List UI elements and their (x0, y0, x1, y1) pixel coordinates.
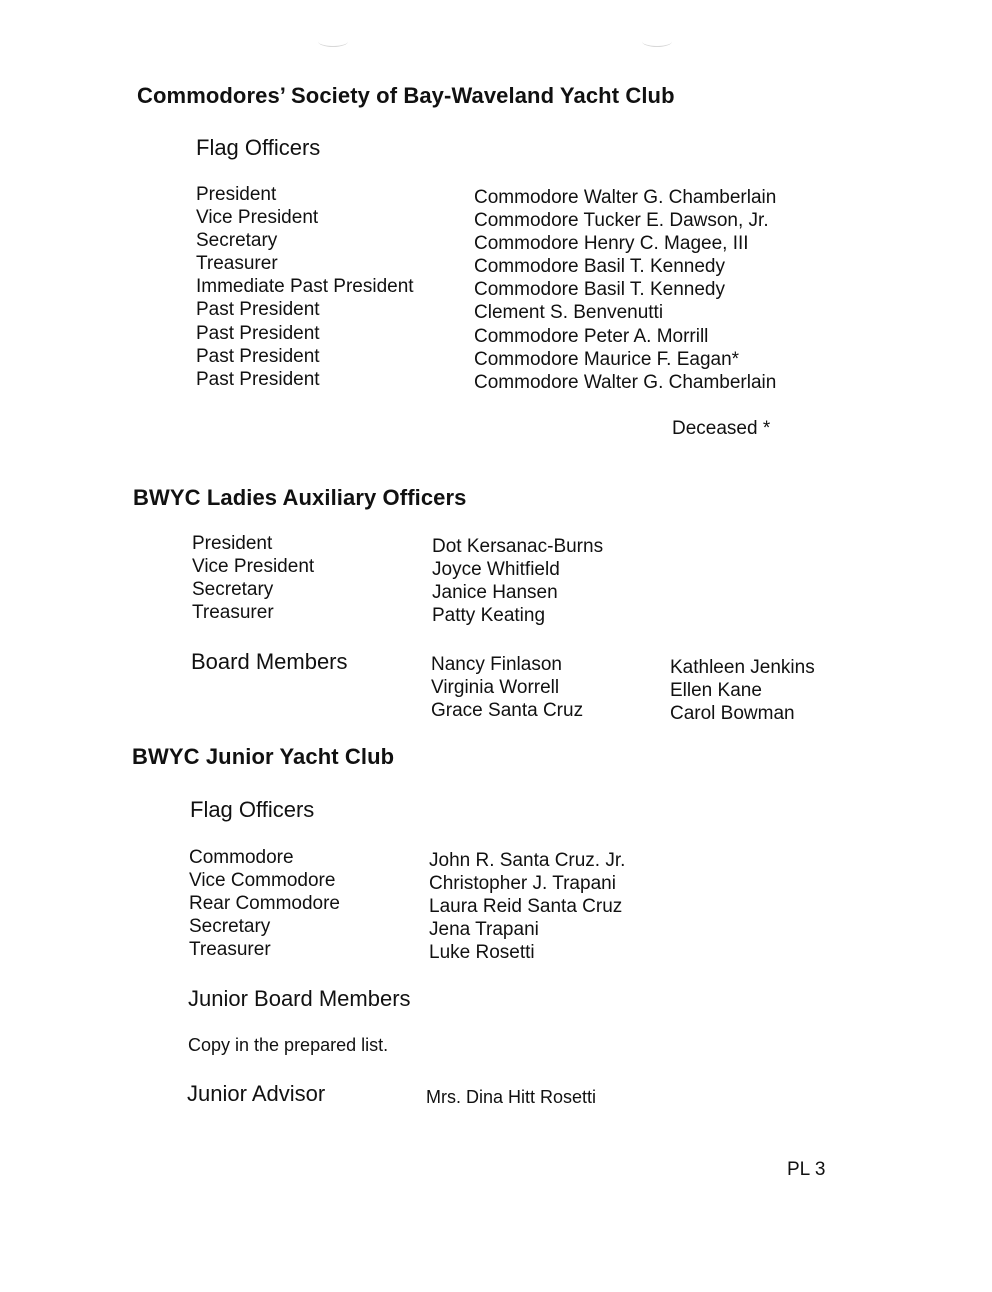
role-label: Treasurer (189, 939, 271, 961)
role-label: President (192, 533, 273, 554)
role-label: Treasurer (196, 253, 278, 275)
junior-board-note: Copy in the prepared list. (188, 1035, 389, 1055)
role-label: Past President (196, 322, 320, 344)
deceased-note: Deceased * (672, 418, 771, 439)
ladies-roles (192, 532, 314, 624)
ladies-board-col2 (670, 656, 815, 725)
role-label: Treasurer (192, 602, 274, 624)
junior-roles (189, 846, 340, 961)
officer-name: Dot Kersanac-Burns (432, 536, 604, 557)
role-label: Past President (196, 345, 320, 367)
role-label: President (196, 184, 277, 205)
officer-name: Clement S. Benvenutti (474, 302, 664, 324)
scan-mark-right (642, 36, 672, 47)
role-label: Vice President (196, 207, 319, 229)
ladies-title: BWYC Ladies Auxiliary Officers (133, 485, 467, 510)
role-label: Past President (196, 299, 320, 321)
junior-board-heading: Junior Board Members (188, 986, 411, 1011)
commodores-names (474, 186, 776, 394)
junior-names (429, 849, 625, 964)
junior-title: BWYC Junior Yacht Club (132, 744, 395, 769)
scan-mark-left (318, 36, 348, 47)
commodores-flag-heading: Flag Officers (196, 135, 321, 160)
page-label: PL 3 (787, 1159, 826, 1180)
board-member: Nancy Finlason (431, 654, 562, 675)
role-label: Vice President (192, 556, 315, 578)
board-member: Ellen Kane (670, 680, 762, 702)
officer-name: Commodore Walter G. Chamberlain (474, 371, 777, 393)
junior-advisor-label: Junior Advisor (187, 1081, 326, 1106)
officer-name: Laura Reid Santa Cruz (429, 896, 623, 918)
board-member: Kathleen Jenkins (670, 657, 815, 678)
role-label: Secretary (189, 916, 271, 938)
officer-name: Commodore Tucker E. Dawson, Jr. (474, 210, 769, 232)
role-label: Vice Commodore (189, 870, 336, 892)
board-member: Carol Bowman (670, 703, 795, 725)
board-member: Virginia Worrell (431, 677, 560, 699)
board-member: Grace Santa Cruz (431, 700, 584, 722)
role-label: Secretary (196, 230, 278, 252)
officer-name: Janice Hansen (432, 582, 558, 604)
officer-name: Patty Keating (432, 605, 546, 627)
officer-name: Commodore Walter G. Chamberlain (474, 187, 777, 208)
role-label: Secretary (192, 579, 274, 601)
role-label: Commodore (189, 847, 294, 868)
officer-name: Luke Rosetti (429, 942, 535, 964)
ladies-board-col1 (431, 653, 583, 722)
officer-name: Jena Trapani (429, 919, 539, 941)
officer-name: Christopher J. Trapani (429, 873, 616, 895)
role-label: Immediate Past President (196, 276, 414, 298)
ladies-board-heading: Board Members (191, 649, 348, 674)
officer-name: Commodore Henry C. Magee, III (474, 233, 749, 255)
commodores-title: Commodores’ Society of Bay-Waveland Yacht Club (137, 83, 675, 108)
officer-name: Commodore Maurice F. Eagan* (474, 348, 740, 370)
junior-flag-heading: Flag Officers (190, 797, 315, 822)
ladies-names (432, 535, 603, 627)
role-label: Rear Commodore (189, 893, 340, 915)
commodores-roles (196, 183, 414, 391)
officer-name: Commodore Peter A. Morrill (474, 325, 709, 347)
officer-name: Commodore Basil T. Kennedy (474, 256, 725, 278)
junior-advisor-name: Mrs. Dina Hitt Rosetti (426, 1087, 597, 1107)
officer-name: John R. Santa Cruz. Jr. (429, 850, 626, 871)
officer-name: Joyce Whitfield (432, 559, 560, 581)
role-label: Past President (196, 368, 320, 390)
officer-name: Commodore Basil T. Kennedy (474, 279, 725, 301)
